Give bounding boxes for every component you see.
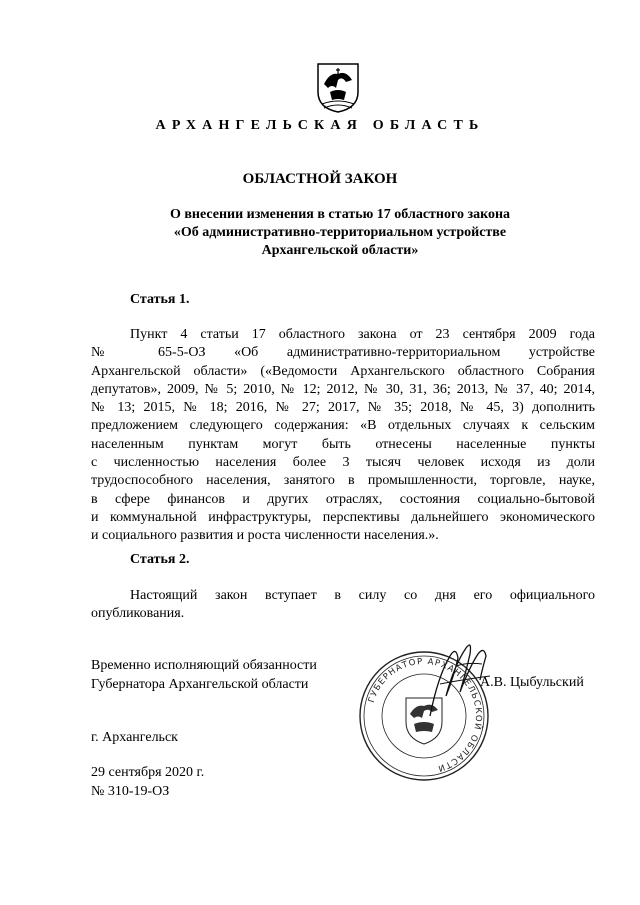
signatory-position-line: Губернатора Архангельской области [91, 677, 309, 692]
document-number: № 310-19-ОЗ [91, 784, 170, 799]
seal-text: ГУБЕРНАТОР АРХАНГЕЛЬСКОЙ ОБЛАСТИ [366, 656, 484, 774]
article-1-line: и социального развития и роста численности населения.». [91, 528, 439, 544]
article-1-heading: Статья 1. [130, 292, 190, 307]
article-1-line: трудоспособного населения, занятого в промышленности, торговле, науке, [91, 473, 595, 489]
article-1-line: предложением следующего содержания: «В отдельных случаях к сельским [91, 418, 595, 434]
coat-of-arms-icon [316, 62, 360, 114]
document-title-line: О внесении изменения в статью 17 областного закона [169, 207, 511, 222]
document-date: 29 сентября 2020 г. [91, 765, 205, 780]
article-1-line: Пункт 4 статьи 17 областного закона от 23 сентября 2009 года [130, 327, 595, 342]
article-1-line: и коммунальной инфраструктуры, перспективы дальнейшего экономического [91, 509, 595, 525]
article-2-text [91, 587, 595, 624]
signatory-position-line: Временно исполняющий обязанности [91, 658, 317, 673]
article-2-line: опубликования. [91, 606, 185, 622]
article-1-line: депутатов», 2009, № 5; 2010, № 12; 2012, № 30, 31, 36; 2013, № 37, 40; 2014, [91, 381, 595, 397]
article-1-line: № 13; 2015, № 18; 2016, № 27; 2017, № 35; 2018, № 45, 3) дополнить [91, 400, 595, 416]
article-1-text [91, 326, 595, 546]
region-name: АРХАНГЕЛЬСКАЯ ОБЛАСТЬ [155, 118, 485, 133]
article-1-line: в сфере финансов и других отраслях, состояния социально-бытовой [91, 491, 595, 507]
article-2-heading: Статья 2. [130, 552, 190, 567]
city: г. Архангельск [91, 730, 178, 745]
article-1-line: Архангельской области» («Ведомости Архангельского областного Собрания [91, 363, 595, 379]
document-title-line: «Об административно-территориальном устройстве [173, 225, 507, 240]
document-type: ОБЛАСТНОЙ ЗАКОН [242, 171, 398, 187]
signatory-position [91, 656, 317, 694]
article-1-line: с численностью населения более 3 тысяч человек исходя из доли [91, 455, 595, 471]
article-1-line: № 65-5-ОЗ «Об административно-территориальном устройстве [91, 345, 595, 361]
document-title [100, 206, 580, 260]
document-title-line: Архангельской области» [261, 243, 419, 258]
signatory-name: А.В. Цыбульский [480, 675, 584, 690]
article-1-line: населенным пунктам могут быть отнесены населенные пункты [91, 436, 595, 452]
article-2-line: Настоящий закон вступает в силу со дня его официального [130, 588, 595, 603]
